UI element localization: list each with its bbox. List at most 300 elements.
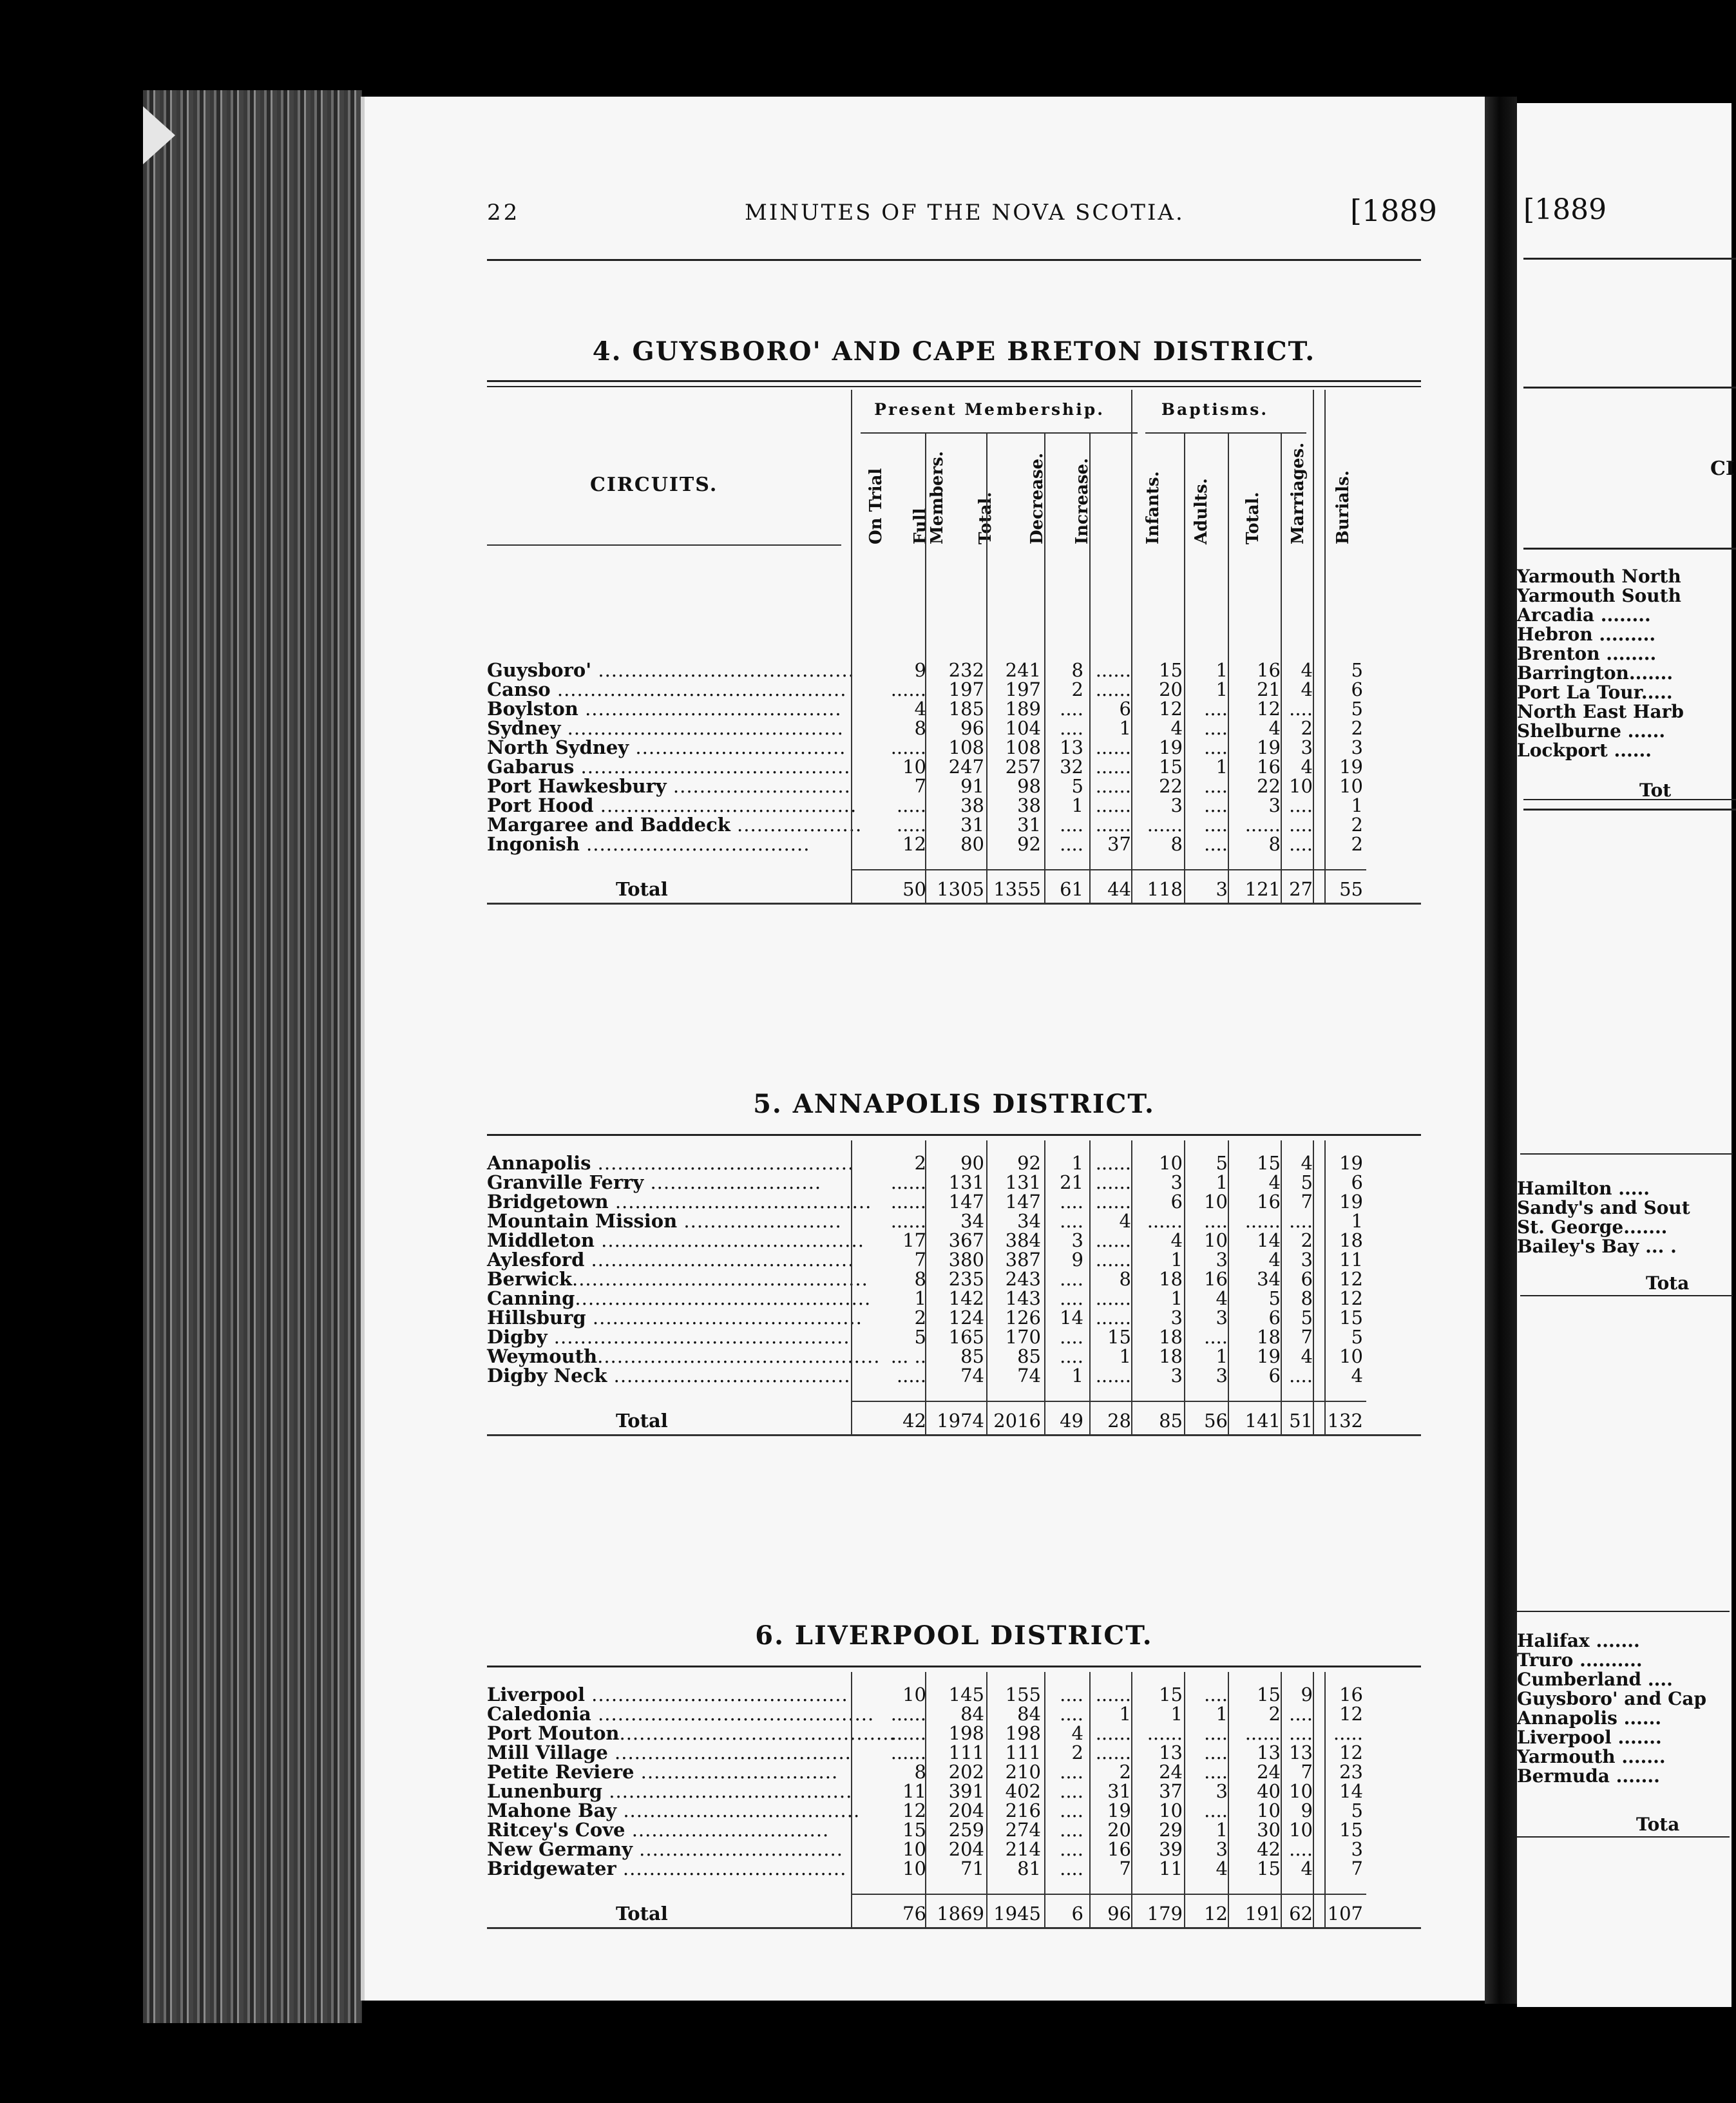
- table-cell: 1: [1119, 1345, 1131, 1367]
- table-cell: 202: [948, 1761, 984, 1783]
- table-cell: 9: [1071, 1249, 1083, 1271]
- bottom-rule: [487, 1927, 1421, 1929]
- table-cell: ....: [1289, 833, 1313, 855]
- table-cell: 4: [1268, 1249, 1281, 1271]
- total-cell: 51: [1289, 1410, 1313, 1432]
- table-cell: 4: [1071, 1722, 1083, 1744]
- right-total-1: Tot: [1639, 780, 1672, 801]
- table-cell: 21: [1060, 1171, 1083, 1193]
- table-cell: 7: [1301, 1326, 1313, 1348]
- table-cell: ......: [890, 1703, 926, 1725]
- column-header: Adults.: [1192, 478, 1211, 544]
- rule: [1520, 1153, 1733, 1155]
- table-cell: 34: [1017, 1210, 1041, 1232]
- rule: [1523, 387, 1736, 389]
- table-cell: 8: [914, 1268, 926, 1290]
- right-circuit: Yarmouth .......: [1517, 1746, 1666, 1767]
- left-page: [361, 97, 1489, 2001]
- table-cell: ......: [1095, 794, 1131, 816]
- right-page: [1517, 103, 1735, 2007]
- circuit-name: [487, 756, 851, 778]
- table-cell: 4: [1268, 717, 1281, 739]
- table-cell: ....: [1060, 698, 1083, 720]
- circuit-label: Guysboro': [487, 659, 592, 681]
- table-cell: 387: [1005, 1249, 1041, 1271]
- table-cell: ....: [1289, 698, 1313, 720]
- table-cell: 232: [948, 659, 984, 681]
- table-cell: 19: [1257, 736, 1281, 758]
- table-cell: ......: [1245, 1722, 1281, 1744]
- circuit-label: Margaree and Baddeck: [487, 814, 730, 836]
- circuit-label: Aylesford: [487, 1249, 585, 1271]
- table-cell: 2: [1119, 1761, 1131, 1783]
- table-cell: ......: [1095, 1171, 1131, 1193]
- table-cell: 92: [1017, 1152, 1041, 1174]
- table-cell: 85: [960, 1345, 984, 1367]
- table-cell: 11: [1339, 1249, 1363, 1271]
- table-cell: ....: [1289, 1210, 1313, 1232]
- table-cell: ......: [890, 1742, 926, 1763]
- dot-leader: .......................................: [608, 1191, 872, 1213]
- table-cell: ......: [890, 1191, 926, 1213]
- table-cell: 3: [1216, 1249, 1228, 1271]
- table-cell: ....: [1060, 1268, 1083, 1290]
- dot-leader: .......................................: [584, 1684, 848, 1705]
- right-circuit: Shelburne ......: [1517, 720, 1666, 742]
- right-total-2: Tota: [1646, 1272, 1690, 1294]
- circuit-name: [487, 1762, 848, 1781]
- dot-leader: ..........................................: [619, 1722, 896, 1744]
- table-cell: 34: [1257, 1268, 1281, 1290]
- circuit-name: [487, 1820, 848, 1839]
- table-cell: 7: [1301, 1761, 1313, 1783]
- right-circuit: Arcadia ........: [1517, 604, 1651, 626]
- table-cell: 3: [1268, 794, 1281, 816]
- table-cell: 6: [1351, 1171, 1363, 1193]
- table-cell: 20: [1159, 678, 1183, 700]
- column-divider: [1044, 432, 1045, 648]
- table-cell: ......: [1095, 659, 1131, 681]
- table-cell: 3: [1216, 1365, 1228, 1387]
- total-cell: 132: [1327, 1410, 1363, 1432]
- table-cell: ....: [1289, 814, 1313, 836]
- circuit-label: Port Hood: [487, 794, 594, 816]
- table-cell: 18: [1339, 1229, 1363, 1251]
- column-divider: [986, 1140, 987, 1434]
- baptisms-header: Baptisms.: [1161, 400, 1269, 419]
- column-divider: [1324, 1140, 1326, 1434]
- table-cell: 11: [1159, 1858, 1183, 1879]
- table-cell: 19: [1159, 736, 1183, 758]
- table-cell: 15: [1107, 1326, 1131, 1348]
- table-cell: 14: [1060, 1307, 1083, 1329]
- column-divider: [1281, 1140, 1282, 1434]
- column-divider: [986, 432, 987, 648]
- table-cell: 84: [1017, 1703, 1041, 1725]
- table-cell: 1: [1216, 659, 1228, 681]
- dot-leader: ..........................: [644, 1171, 822, 1193]
- table-cell: 2: [1268, 1703, 1281, 1725]
- table-cell: 16: [1204, 1268, 1228, 1290]
- table-cell: 22: [1257, 775, 1281, 797]
- table-cell: 32: [1060, 756, 1083, 778]
- column-divider: [1313, 1672, 1314, 1927]
- rule: [1523, 258, 1736, 260]
- column-header: Total.: [1243, 492, 1263, 544]
- table-cell: 198: [1005, 1722, 1041, 1744]
- column-divider: [1184, 432, 1185, 648]
- circuit-label: Digby: [487, 1326, 548, 1348]
- table-cell: ....: [1060, 833, 1083, 855]
- circuit-name: [487, 659, 855, 681]
- column-divider: [1131, 390, 1132, 648]
- table-cell: 4: [1301, 1152, 1313, 1174]
- table-cell: 6: [1268, 1307, 1281, 1329]
- dot-leader: .......................................: [593, 794, 857, 816]
- column-header: Increase.: [1073, 457, 1092, 544]
- circuits-header-fragment: CI: [1710, 457, 1735, 480]
- table-cell: 80: [960, 833, 984, 855]
- table-cell: ....: [1204, 794, 1228, 816]
- table-cell: ....: [1204, 814, 1228, 836]
- rule: [487, 1666, 1421, 1667]
- column-divider: [1089, 432, 1091, 648]
- right-circuit: Lockport ......: [1517, 740, 1652, 761]
- column-divider: [925, 1140, 926, 1434]
- right-circuit: Hebron .........: [1517, 624, 1656, 645]
- circuit-label: Berwick: [487, 1268, 572, 1290]
- table-cell: ....: [1060, 1191, 1083, 1213]
- table-cell: ....: [1060, 1210, 1083, 1232]
- circuit-label: Weymouth: [487, 1345, 598, 1367]
- table-cell: 197: [948, 678, 984, 700]
- column-divider: [1228, 1672, 1229, 1927]
- circuit-label: Mahone Bay: [487, 1800, 617, 1821]
- table-cell: ....: [1204, 833, 1228, 855]
- table-cell: 16: [1107, 1838, 1131, 1860]
- table-cell: 96: [960, 717, 984, 739]
- table-cell: 17: [902, 1229, 926, 1251]
- table-cell: 15: [1159, 756, 1183, 778]
- table-cell: ......: [1095, 756, 1131, 778]
- running-title: MINUTES OF THE NOVA SCOTIA.: [745, 200, 1185, 226]
- right-circuit: Guysboro' and Cap: [1517, 1688, 1707, 1709]
- table-cell: 4: [1301, 678, 1313, 700]
- total-cell: 6: [1071, 1903, 1083, 1925]
- table-cell: 10: [902, 1858, 926, 1879]
- table-cell: 12: [1339, 1287, 1363, 1309]
- dot-leader: .......................................: [591, 1152, 855, 1174]
- table-cell: ......: [1245, 814, 1281, 836]
- bottom-rule: [487, 1434, 1421, 1436]
- circuit-label: Petite Reviere: [487, 1761, 634, 1783]
- total-cell: 141: [1245, 1410, 1281, 1432]
- column-divider: [1044, 1672, 1045, 1927]
- column-divider: [1131, 1672, 1132, 1927]
- table-cell: 4: [1301, 659, 1313, 681]
- table-cell: 8: [1301, 1287, 1313, 1309]
- column-divider: [1324, 390, 1326, 648]
- table-cell: ....: [1204, 698, 1228, 720]
- circuit-name: [487, 1703, 875, 1725]
- table-cell: 20: [1107, 1819, 1131, 1841]
- table-cell: 15: [1159, 1684, 1183, 1705]
- table-cell: 1: [1216, 1703, 1228, 1725]
- table-cell: 5: [1351, 698, 1363, 720]
- circuit-name: [487, 794, 857, 816]
- year-left: [1889: [1350, 193, 1438, 228]
- table-cell: 4: [1301, 1858, 1313, 1879]
- rule: [861, 432, 1138, 434]
- table-cell: 10: [1159, 1152, 1183, 1174]
- total-cell: 44: [1107, 878, 1131, 900]
- table-cell: ....: [1204, 775, 1228, 797]
- column-header: On Trial: [866, 468, 886, 544]
- circuit-name: [487, 1722, 896, 1744]
- table-cell: 1: [1351, 1210, 1363, 1232]
- total-label: Total: [616, 1903, 668, 1925]
- table-cell: 6: [1268, 1365, 1281, 1387]
- table-cell: ......: [1147, 814, 1183, 836]
- table-cell: 12: [1159, 698, 1183, 720]
- table-cell: 131: [948, 1171, 984, 1193]
- table-cell: 1: [1216, 678, 1228, 700]
- right-circuit: Yarmouth South: [1517, 585, 1681, 606]
- table-cell: 13: [1289, 1742, 1313, 1763]
- dot-leader: .......................................: [578, 698, 842, 720]
- table-cell: ....: [1060, 814, 1083, 836]
- column-divider: [1089, 1140, 1091, 1434]
- total-cell: 1945: [993, 1903, 1041, 1925]
- table-cell: 2: [1301, 717, 1313, 739]
- table-cell: 247: [948, 756, 984, 778]
- table-cell: 241: [1005, 659, 1041, 681]
- circuit-name: [487, 1345, 881, 1367]
- circuit-name: [487, 1365, 851, 1387]
- table-cell: 10: [1289, 775, 1313, 797]
- page-corner-fold: [143, 106, 175, 164]
- table-cell: ......: [1095, 1152, 1131, 1174]
- column-divider: [925, 648, 926, 903]
- table-cell: 9: [1301, 1684, 1313, 1705]
- table-cell: 108: [1005, 736, 1041, 758]
- table-cell: 74: [1017, 1365, 1041, 1387]
- column-divider: [1131, 648, 1132, 903]
- table-cell: ....: [1060, 1287, 1083, 1309]
- table-cell: 7: [1301, 1191, 1313, 1213]
- table-cell: 5: [1071, 775, 1083, 797]
- column-divider: [1281, 1672, 1282, 1927]
- circuit-name: [487, 1859, 848, 1878]
- table-cell: ......: [1095, 1191, 1131, 1213]
- table-cell: ....: [1060, 717, 1083, 739]
- column-header: Marriages.: [1288, 442, 1308, 544]
- rule: [1523, 809, 1736, 811]
- table-cell: 2: [1071, 678, 1083, 700]
- table-cell: 16: [1339, 1684, 1363, 1705]
- table-cell: 15: [902, 1819, 926, 1841]
- right-circuit: St. George.......: [1517, 1216, 1668, 1238]
- circuit-label: Port Hawkesbury: [487, 775, 667, 797]
- table-cell: 19: [1339, 756, 1363, 778]
- table-cell: ....: [1060, 1800, 1083, 1821]
- total-cell: 62: [1289, 1903, 1313, 1925]
- table-cell: 155: [1005, 1684, 1041, 1705]
- total-cell: 27: [1289, 878, 1313, 900]
- column-divider: [1324, 648, 1326, 903]
- table-cell: 7: [1351, 1858, 1363, 1879]
- table-cell: 204: [948, 1800, 984, 1821]
- table-cell: ......: [890, 1171, 926, 1193]
- column-divider: [925, 1672, 926, 1927]
- column-divider: [1089, 1672, 1091, 1927]
- circuit-name: [487, 1780, 853, 1802]
- table-cell: 29: [1159, 1819, 1183, 1841]
- table-cell: 30: [1257, 1819, 1281, 1841]
- table-cell: ......: [1147, 1722, 1183, 1744]
- table-cell: 10: [1204, 1191, 1228, 1213]
- total-cell: 49: [1060, 1410, 1083, 1432]
- total-cell: 1355: [993, 878, 1041, 900]
- table-cell: 6: [1301, 1268, 1313, 1290]
- table-cell: 12: [1339, 1268, 1363, 1290]
- table-cell: 111: [948, 1742, 984, 1763]
- table-cell: 170: [1005, 1326, 1041, 1348]
- rule: [487, 1134, 1421, 1136]
- table-cell: 13: [1257, 1742, 1281, 1763]
- table-cell: 3: [1071, 1229, 1083, 1251]
- table-cell: 5: [1351, 1800, 1363, 1821]
- table-cell: 1: [1071, 1152, 1083, 1174]
- column-divider: [1089, 648, 1091, 903]
- table-cell: 38: [1017, 794, 1041, 816]
- dot-leader: ........................: [677, 1210, 842, 1232]
- table-cell: 3: [1216, 1307, 1228, 1329]
- table-cell: 5: [1351, 1326, 1363, 1348]
- table-cell: 2: [1351, 833, 1363, 855]
- total-cell: 121: [1245, 878, 1281, 900]
- table-cell: 5: [1268, 1287, 1281, 1309]
- table-cell: ......: [1147, 1210, 1183, 1232]
- table-cell: ......: [890, 678, 926, 700]
- circuit-label: Port Mouton: [487, 1722, 620, 1744]
- table-cell: ....: [1204, 1210, 1228, 1232]
- table-cell: 85: [1017, 1345, 1041, 1367]
- table-cell: 10: [1289, 1780, 1313, 1802]
- table-cell: 23: [1339, 1761, 1363, 1783]
- column-divider: [1324, 1672, 1326, 1927]
- dot-leader: ...............................: [632, 1838, 843, 1860]
- table-cell: 3: [1170, 1307, 1183, 1329]
- table-cell: ....: [1204, 736, 1228, 758]
- circuit-name: [487, 699, 848, 718]
- column-divider: [851, 1140, 852, 1434]
- table-cell: ......: [1095, 1722, 1131, 1744]
- table-cell: 7: [914, 775, 926, 797]
- table-cell: 4: [1301, 756, 1313, 778]
- year-right: [1889: [1523, 193, 1607, 226]
- table-cell: 39: [1159, 1838, 1183, 1860]
- right-circuit: Yarmouth North: [1517, 566, 1681, 587]
- table-cell: 4: [1268, 1171, 1281, 1193]
- rule: [487, 386, 1421, 387]
- table-cell: 1: [1071, 1365, 1083, 1387]
- total-cell: 96: [1107, 1903, 1131, 1925]
- table-cell: 8: [1071, 659, 1083, 681]
- table-cell: 13: [1159, 1742, 1183, 1763]
- table-cell: 142: [948, 1287, 984, 1309]
- table-cell: 124: [948, 1307, 984, 1329]
- table-cell: 8: [1170, 833, 1183, 855]
- column-divider: [1281, 432, 1282, 648]
- circuit-label: Ritcey's Cove: [487, 1819, 625, 1841]
- dot-leader: ...........................: [666, 775, 851, 797]
- table-cell: 380: [948, 1249, 984, 1271]
- table-cell: .....: [896, 814, 926, 836]
- total-cell: 191: [1245, 1903, 1281, 1925]
- table-cell: 19: [1339, 1191, 1363, 1213]
- circuit-name: [487, 1249, 855, 1271]
- table-cell: 1: [1216, 1819, 1228, 1841]
- circuit-name: [487, 1327, 848, 1347]
- column-header: Total.: [976, 492, 995, 544]
- dot-leader: .........................................: [586, 1307, 863, 1329]
- rule: [1517, 1611, 1730, 1612]
- right-circuit: Brenton ........: [1517, 643, 1657, 664]
- table-cell: 31: [1017, 814, 1041, 836]
- right-circuit: Barrington.......: [1517, 662, 1674, 684]
- table-cell: 143: [1005, 1287, 1041, 1309]
- table-cell: ......: [1095, 1742, 1131, 1763]
- table-cell: ......: [1095, 775, 1131, 797]
- table-cell: 24: [1257, 1761, 1281, 1783]
- table-cell: ......: [1095, 1307, 1131, 1329]
- total-cell: 179: [1147, 1903, 1183, 1925]
- table-cell: 16: [1257, 659, 1281, 681]
- total-rule: [851, 1894, 1366, 1895]
- table-cell: 2: [1071, 1742, 1083, 1763]
- present-membership-header: Present Membership.: [874, 400, 1105, 419]
- table-cell: 84: [960, 1703, 984, 1725]
- table-cell: 198: [948, 1722, 984, 1744]
- column-divider: [1313, 390, 1314, 648]
- dot-leader: ...................: [730, 814, 863, 836]
- table-cell: ......: [890, 1210, 926, 1232]
- dot-leader: ............................................: [550, 678, 847, 700]
- circuit-name: [487, 775, 851, 797]
- table-cell: 2: [1351, 814, 1363, 836]
- total-cell: 118: [1147, 878, 1183, 900]
- table-cell: 90: [960, 1152, 984, 1174]
- table-header: [487, 390, 1421, 648]
- table-cell: 11: [902, 1780, 926, 1802]
- total-rule: [851, 869, 1366, 870]
- table-cell: 259: [948, 1819, 984, 1841]
- circuit-name: [487, 738, 848, 757]
- circuit-name: [487, 1287, 872, 1309]
- table-cell: ....: [1204, 1800, 1228, 1821]
- column-divider: [925, 432, 926, 648]
- circuit-name: [487, 1152, 855, 1174]
- table-cell: 7: [1119, 1858, 1131, 1879]
- table-cell: 4: [1216, 1858, 1228, 1879]
- table-cell: 391: [948, 1780, 984, 1802]
- table-cell: ......: [1095, 1249, 1131, 1271]
- column-divider: [1184, 648, 1185, 903]
- table-cell: 216: [1005, 1800, 1041, 1821]
- column-divider: [851, 390, 852, 648]
- right-circuit: Halifax .......: [1517, 1630, 1640, 1651]
